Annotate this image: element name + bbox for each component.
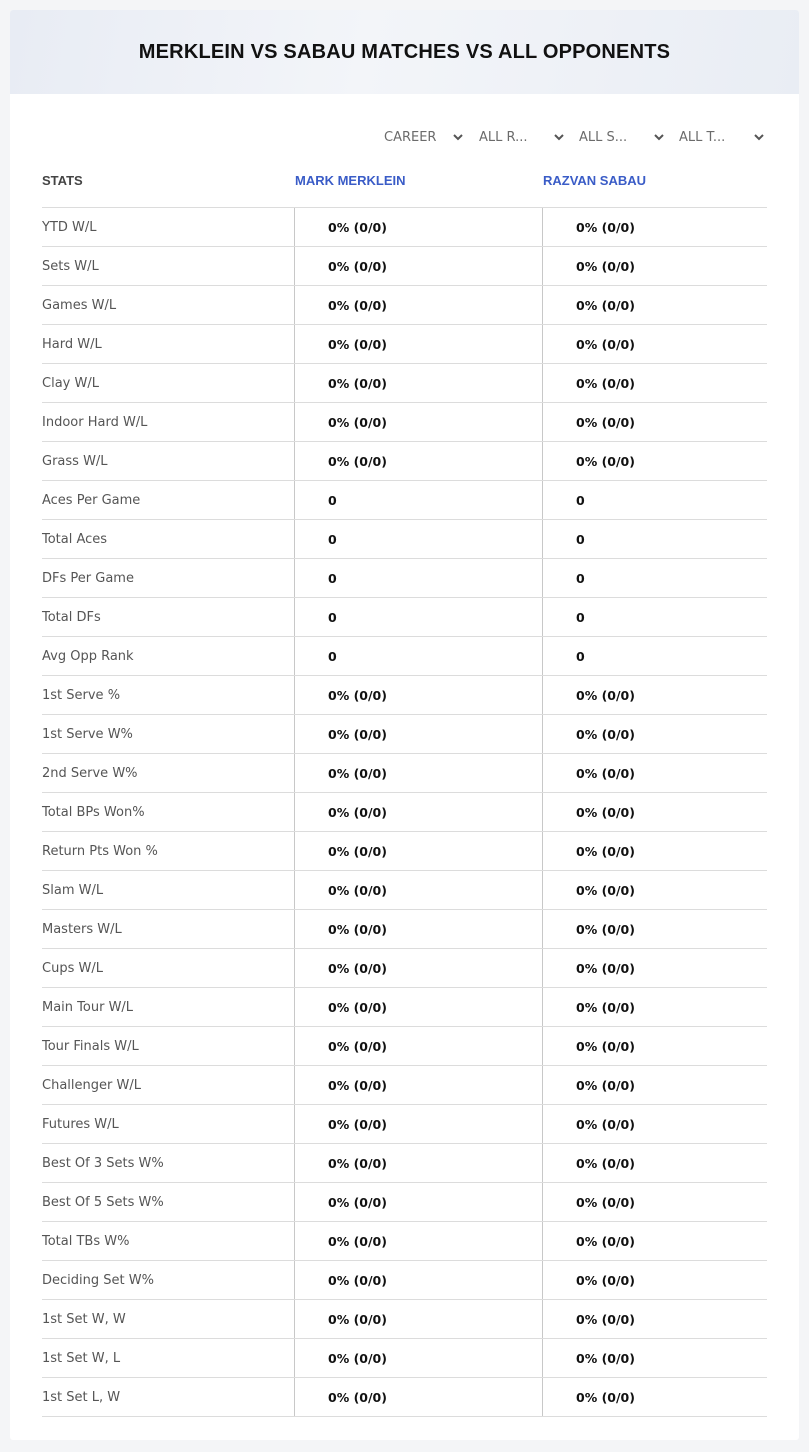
filter-label: ALL T... — [679, 129, 726, 145]
filter-tournament-select[interactable] — [679, 122, 765, 152]
stat-label: Hard W/L — [42, 336, 102, 352]
player2-value: 0% (0/0) — [542, 208, 767, 246]
player1-value: 0% (0/0) — [294, 1144, 542, 1182]
filter-label: ALL S... — [579, 129, 628, 145]
table-row — [42, 1339, 767, 1378]
stat-label: Sets W/L — [42, 258, 99, 274]
player2-value: 0 — [542, 637, 767, 675]
table-row — [42, 1105, 767, 1144]
player2-value: 0% (0/0) — [542, 1144, 767, 1182]
filter-bar — [10, 122, 799, 152]
table-row — [42, 988, 767, 1027]
player2-value: 0% (0/0) — [542, 1066, 767, 1104]
stat-label: DFs Per Game — [42, 570, 134, 586]
player1-value: 0% (0/0) — [294, 793, 542, 831]
player2-value: 0% (0/0) — [542, 1183, 767, 1221]
stat-label: Futures W/L — [42, 1116, 119, 1132]
player2-value: 0% (0/0) — [542, 715, 767, 753]
page-header — [10, 10, 799, 94]
player1-value: 0% (0/0) — [294, 325, 542, 363]
player2-value: 0% (0/0) — [542, 442, 767, 480]
player1-value: 0% (0/0) — [294, 1027, 542, 1065]
player1-value: 0% (0/0) — [294, 949, 542, 987]
player2-value: 0% (0/0) — [542, 793, 767, 831]
player1-value: 0% (0/0) — [294, 1183, 542, 1221]
stat-label: Challenger W/L — [42, 1077, 141, 1093]
stat-label: Games W/L — [42, 297, 117, 313]
filter-rank-select[interactable] — [479, 122, 565, 152]
player1-value: 0% (0/0) — [294, 871, 542, 909]
stat-label: Cups W/L — [42, 960, 103, 976]
table-row — [42, 442, 767, 481]
player2-value: 0% (0/0) — [542, 403, 767, 441]
player2-value: 0% (0/0) — [542, 910, 767, 948]
table-row — [42, 286, 767, 325]
player1-value: 0 — [294, 481, 542, 519]
table-row — [42, 1378, 767, 1417]
stat-label: Total TBs W% — [42, 1233, 130, 1249]
table-row — [42, 1027, 767, 1066]
table-row — [42, 325, 767, 364]
player1-value: 0% (0/0) — [294, 208, 542, 246]
player2-value: 0% (0/0) — [542, 1339, 767, 1377]
table-row — [42, 1144, 767, 1183]
table-row — [42, 247, 767, 286]
stat-label: Total Aces — [42, 531, 108, 547]
player1-value: 0% (0/0) — [294, 988, 542, 1026]
table-row — [42, 715, 767, 754]
player1-value: 0% (0/0) — [294, 832, 542, 870]
table-row — [42, 1066, 767, 1105]
table-row — [42, 1183, 767, 1222]
player1-value: 0% (0/0) — [294, 754, 542, 792]
table-row — [42, 832, 767, 871]
player1-value: 0% (0/0) — [294, 286, 542, 324]
stat-label: Avg Opp Rank — [42, 648, 134, 664]
stat-label: YTD W/L — [42, 219, 97, 235]
table-row — [42, 481, 767, 520]
player2-value: 0% (0/0) — [542, 1027, 767, 1065]
player1-value: 0 — [294, 559, 542, 597]
table-header — [42, 160, 767, 208]
stats-card — [10, 10, 799, 1440]
player1-value: 0% (0/0) — [294, 1066, 542, 1104]
stat-label: 1st Serve % — [42, 687, 121, 703]
player2-value: 0% (0/0) — [542, 1378, 767, 1416]
stat-label: 1st Set W, W — [42, 1311, 126, 1327]
stat-label: Total BPs Won% — [42, 804, 145, 820]
player2-link[interactable]: RAZVAN SABAU — [543, 173, 647, 188]
table-row — [42, 208, 767, 247]
player2-value: 0% (0/0) — [542, 325, 767, 363]
player1-value: 0% (0/0) — [294, 364, 542, 402]
table-row — [42, 403, 767, 442]
stat-label: Total DFs — [42, 609, 101, 625]
player2-value: 0 — [542, 559, 767, 597]
player1-value: 0% (0/0) — [294, 403, 542, 441]
chevron-down-icon — [653, 131, 665, 143]
table-row — [42, 793, 767, 832]
filter-label: ALL R... — [479, 129, 528, 145]
player1-value: 0 — [294, 598, 542, 636]
page-title: MERKLEIN VS SABAU MATCHES VS ALL OPPONENTS — [138, 40, 671, 63]
player2-value: 0% (0/0) — [542, 832, 767, 870]
player1-value: 0% (0/0) — [294, 247, 542, 285]
filter-career-select[interactable] — [384, 122, 464, 152]
player1-value: 0% (0/0) — [294, 910, 542, 948]
stats-column-header: STATS — [42, 173, 83, 188]
stat-label: 1st Serve W% — [42, 726, 133, 742]
player2-value: 0 — [542, 598, 767, 636]
table-row — [42, 1222, 767, 1261]
player1-value: 0% (0/0) — [294, 1378, 542, 1416]
player1-value: 0% (0/0) — [294, 1105, 542, 1143]
player1-value: 0% (0/0) — [294, 1300, 542, 1338]
stat-label: 1st Set L, W — [42, 1389, 121, 1405]
stat-label: Main Tour W/L — [42, 999, 134, 1015]
table-body — [42, 208, 767, 1417]
stats-table — [42, 160, 767, 1417]
stat-label: Slam W/L — [42, 882, 104, 898]
table-row — [42, 676, 767, 715]
player2-value: 0% (0/0) — [542, 949, 767, 987]
table-row — [42, 949, 767, 988]
stat-label: Deciding Set W% — [42, 1272, 154, 1288]
player2-value: 0% (0/0) — [542, 1300, 767, 1338]
player2-value: 0% (0/0) — [542, 1222, 767, 1260]
table-row — [42, 520, 767, 559]
player1-value: 0 — [294, 520, 542, 558]
player1-value: 0% (0/0) — [294, 715, 542, 753]
stat-label: Indoor Hard W/L — [42, 414, 148, 430]
table-row — [42, 754, 767, 793]
player2-value: 0% (0/0) — [542, 871, 767, 909]
player1-value: 0% (0/0) — [294, 1339, 542, 1377]
table-row — [42, 364, 767, 403]
player2-value: 0% (0/0) — [542, 364, 767, 402]
player2-value: 0% (0/0) — [542, 286, 767, 324]
stat-label: 2nd Serve W% — [42, 765, 138, 781]
table-row — [42, 559, 767, 598]
player2-value: 0% (0/0) — [542, 988, 767, 1026]
player1-value: 0% (0/0) — [294, 676, 542, 714]
chevron-down-icon — [753, 131, 765, 143]
stat-label: Best Of 5 Sets W% — [42, 1194, 164, 1210]
table-row — [42, 871, 767, 910]
stat-label: Aces Per Game — [42, 492, 141, 508]
stat-label: Tour Finals W/L — [42, 1038, 139, 1054]
stat-label: 1st Set W, L — [42, 1350, 121, 1366]
stat-label: Clay W/L — [42, 375, 99, 391]
player2-value: 0% (0/0) — [542, 676, 767, 714]
player2-value: 0% (0/0) — [542, 1105, 767, 1143]
table-row — [42, 1261, 767, 1300]
player2-value: 0 — [542, 481, 767, 519]
player1-value: 0% (0/0) — [294, 442, 542, 480]
filter-surface-select[interactable] — [579, 122, 665, 152]
chevron-down-icon — [553, 131, 565, 143]
filter-label: CAREER — [384, 129, 437, 145]
chevron-down-icon — [452, 131, 464, 143]
player1-value: 0% (0/0) — [294, 1222, 542, 1260]
player2-value: 0% (0/0) — [542, 1261, 767, 1299]
stat-label: Return Pts Won % — [42, 843, 158, 859]
player1-value: 0% (0/0) — [294, 1261, 542, 1299]
table-row — [42, 598, 767, 637]
player2-value: 0% (0/0) — [542, 754, 767, 792]
stat-label: Best Of 3 Sets W% — [42, 1155, 164, 1171]
table-row — [42, 1300, 767, 1339]
player2-value: 0% (0/0) — [542, 247, 767, 285]
player1-value: 0 — [294, 637, 542, 675]
player1-link[interactable]: MARK MERKLEIN — [295, 173, 406, 188]
table-row — [42, 910, 767, 949]
table-row — [42, 637, 767, 676]
player2-value: 0 — [542, 520, 767, 558]
stat-label: Grass W/L — [42, 453, 108, 469]
stat-label: Masters W/L — [42, 921, 122, 937]
